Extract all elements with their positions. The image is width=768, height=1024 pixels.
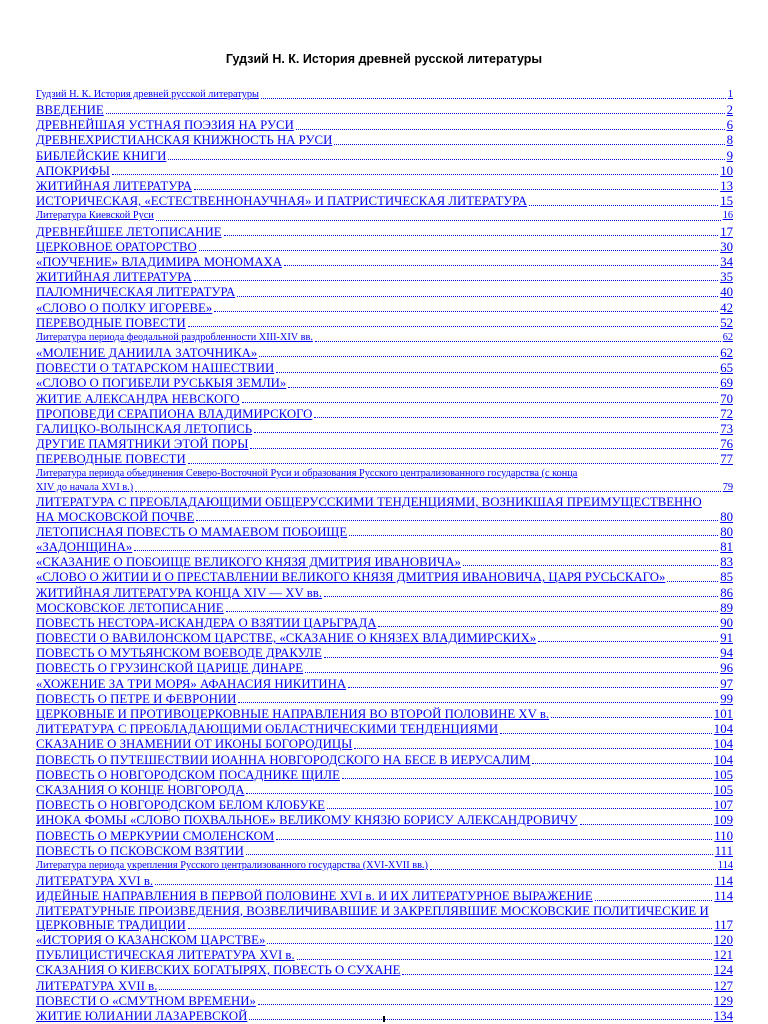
toc-entry[interactable] bbox=[36, 539, 733, 554]
toc-entry-page: 114 bbox=[717, 859, 733, 871]
toc-entry-page: 10 bbox=[720, 163, 733, 178]
toc-entry[interactable] bbox=[36, 932, 733, 947]
toc-entry-title: ЛИТЕРАТУРА XVII в. bbox=[36, 978, 158, 993]
toc-entry-title: ЦЕРКОВНОЕ ОРАТОРСТВО bbox=[36, 239, 197, 254]
toc-entry-title: ПЕРЕВОДНЫЕ ПОВЕСТИ bbox=[36, 315, 186, 330]
dot-leader bbox=[315, 341, 721, 342]
toc-entry-title: ЖИТИЙНАЯ ЛИТЕРАТУРА bbox=[36, 270, 192, 285]
toc-entry-page: 70 bbox=[720, 391, 733, 406]
toc-entry[interactable] bbox=[36, 721, 733, 736]
toc-entry-title: ЖИТИЙНАЯ ЛИТЕРАТУРА КОНЦА XIV — XV вв. bbox=[36, 585, 322, 600]
toc-entry-title: ПОВЕСТЬ О НОВГОРОДСКОМ ПОСАДНИКЕ ЩИЛЕ bbox=[36, 767, 340, 782]
toc-entry[interactable] bbox=[36, 300, 733, 315]
toc-entry-page: 62 bbox=[720, 346, 733, 361]
dot-leader bbox=[259, 356, 718, 357]
dot-leader bbox=[188, 326, 718, 327]
toc-entry[interactable] bbox=[36, 828, 733, 843]
toc-entry-page: 62 bbox=[722, 331, 733, 343]
toc-entry-title: «СЛОВО О ПОЛКУ ИГОРЕВЕ» bbox=[36, 300, 213, 315]
page-footer-mark bbox=[383, 1016, 385, 1022]
toc-entry-title: ЛИТЕРАТУРНЫЕ ПРОИЗВЕДЕНИЯ, ВОЗВЕЛИЧИВАВШИЕ И ЗАКРЕПЛЯВШИЕ МОСКОВСКИЕ ПОЛИТИЧЕСКИЕ И bbox=[36, 903, 709, 918]
toc-entry-page: 101 bbox=[713, 707, 733, 722]
toc-entry[interactable] bbox=[36, 554, 733, 569]
toc-entry-page: 111 bbox=[714, 843, 733, 858]
dot-leader bbox=[258, 1004, 712, 1005]
toc-entry[interactable] bbox=[36, 947, 733, 962]
toc-entry-page: 6 bbox=[726, 118, 733, 133]
dot-leader bbox=[254, 432, 718, 433]
toc-entry-title: ЛИТЕРАТУРА С ПРЕОБЛАДАЮЩИМИ ОБЩЕРУССКИМИ ТЕНДЕНЦИЯМИ, ВОЗНИКШАЯ ПРЕИМУЩЕСТВЕННО bbox=[36, 495, 702, 510]
dot-leader bbox=[159, 989, 711, 990]
toc-entry[interactable] bbox=[36, 812, 733, 827]
toc-entry-title: ПЕРЕВОДНЫЕ ПОВЕСТИ bbox=[36, 452, 186, 467]
toc-entry-title: «СЛОВО О ПОГИБЕЛИ РУСЬКЫЯ ЗЕМЛИ» bbox=[36, 376, 287, 391]
table-of-contents bbox=[36, 87, 733, 1023]
toc-entry-title: ДРЕВНЕХРИСТИАНСКАЯ КНИЖНОСТЬ НА РУСИ bbox=[36, 133, 333, 148]
dot-leader bbox=[296, 129, 725, 130]
toc-entry-title: ГАЛИЦКО-ВОЛЫНСКАЯ ЛЕТОПИСЬ bbox=[36, 422, 253, 437]
toc-entry-title: ПАЛОМНИЧЕСКАЯ ЛИТЕРАТУРА bbox=[36, 285, 236, 300]
toc-entry-title: ДРЕВНЕЙШЕЕ ЛЕТОПИСАНИЕ bbox=[36, 224, 222, 239]
dot-leader bbox=[402, 974, 711, 975]
dot-leader bbox=[327, 808, 712, 809]
dot-leader bbox=[667, 581, 718, 582]
toc-entry-title: ДРУГИЕ ПАМЯТНИКИ ЭТОЙ ПОРЫ bbox=[36, 437, 249, 452]
toc-entry-page: 76 bbox=[720, 437, 733, 452]
toc-entry-page: 79 bbox=[722, 481, 733, 493]
toc-entry[interactable] bbox=[36, 421, 733, 436]
toc-entry-page: 89 bbox=[720, 600, 733, 615]
dot-leader bbox=[551, 717, 712, 718]
dot-leader bbox=[106, 113, 725, 114]
toc-entry-title: «МОЛЕНИЕ ДАНИИЛА ЗАТОЧНИКА» bbox=[36, 346, 258, 361]
toc-entry-title: ЛИТЕРАТУРА С ПРЕОБЛАДАЮЩИМИ ОБЛАСТНИЧЕСКИМИ ТЕНДЕНЦИЯМИ bbox=[36, 722, 499, 737]
toc-entry-title: ИДЕЙНЫЕ НАПРАВЛЕНИЯ В ПЕРВОЙ ПОЛОВИНЕ XVI в. И ИХ ЛИТЕРАТУРНОЕ ВЫРАЖЕНИЕ bbox=[36, 889, 593, 904]
dot-leader bbox=[188, 463, 718, 464]
toc-entry[interactable] bbox=[36, 269, 733, 284]
dot-leader bbox=[246, 793, 711, 794]
toc-entry[interactable] bbox=[36, 436, 733, 451]
dot-leader bbox=[348, 687, 718, 688]
dot-leader bbox=[194, 280, 718, 281]
toc-entry[interactable] bbox=[36, 178, 733, 193]
dot-leader bbox=[297, 959, 712, 960]
toc-entry-title: ПОВЕСТЬ О ПСКОВСКОМ ВЗЯТИИ bbox=[36, 843, 244, 858]
toc-entry-title: АПОКРИФЫ bbox=[36, 163, 110, 178]
toc-entry-page: 91 bbox=[720, 631, 733, 646]
toc-entry[interactable] bbox=[36, 676, 733, 691]
dot-leader bbox=[532, 763, 711, 764]
toc-entry-title: «ЗАДОНЩИНА» bbox=[36, 539, 133, 554]
toc-entry-title: МОСКОВСКОЕ ЛЕТОПИСАНИЕ bbox=[36, 600, 224, 615]
toc-entry[interactable] bbox=[36, 993, 733, 1008]
dot-leader bbox=[155, 884, 712, 885]
dot-leader bbox=[226, 611, 719, 612]
toc-entry[interactable] bbox=[36, 117, 733, 132]
toc-entry[interactable] bbox=[36, 163, 733, 178]
dot-leader bbox=[238, 702, 718, 703]
toc-entry[interactable] bbox=[36, 193, 733, 208]
toc-entry[interactable] bbox=[36, 858, 733, 873]
toc-entry-title: Литература периода укрепления Русского централизованного государства (XVI-XVII вв.) bbox=[36, 859, 428, 871]
dot-leader bbox=[430, 869, 716, 870]
toc-entry-title: ПОВЕСТЬ О МЕРКУРИИ СМОЛЕНСКОМ bbox=[36, 828, 275, 843]
toc-entry[interactable] bbox=[36, 645, 733, 660]
toc-entry-title: ПОВЕСТЬ О ПУТЕШЕСТВИИ ИОАННА НОВГОРОДСКОГО НА БЕСЕ В ИЕРУСАЛИМ bbox=[36, 752, 531, 767]
dot-leader bbox=[214, 311, 718, 312]
toc-entry[interactable] bbox=[36, 209, 733, 224]
dot-leader bbox=[354, 748, 712, 749]
toc-entry[interactable] bbox=[36, 524, 733, 539]
toc-entry[interactable] bbox=[36, 600, 733, 615]
toc-entry[interactable] bbox=[36, 767, 733, 782]
toc-entry-title: ВВЕДЕНИЕ bbox=[36, 103, 104, 118]
dot-leader bbox=[261, 98, 726, 99]
toc-entry[interactable] bbox=[36, 452, 733, 467]
toc-entry-page: 110 bbox=[714, 828, 733, 843]
dot-leader bbox=[188, 928, 712, 929]
toc-entry-title: «СЛОВО О ЖИТИИ И О ПРЕСТАВЛЕНИИ ВЕЛИКОГО КНЯЗЯ ДМИТРИЯ ИВАНОВИЧА, ЦАРЯ РУСЬСКАГО» bbox=[36, 570, 666, 585]
toc-entry[interactable] bbox=[36, 87, 733, 102]
toc-entry-title: Литература Киевской Руси bbox=[36, 210, 154, 222]
toc-entry-page: 1 bbox=[727, 88, 733, 100]
dot-leader bbox=[156, 220, 721, 221]
toc-entry-title: ДРЕВНЕЙШАЯ УСТНАЯ ПОЭЗИЯ НА РУСИ bbox=[36, 118, 294, 133]
toc-entry[interactable] bbox=[36, 661, 733, 676]
toc-entry-title: «СКАЗАНИЕ О ПОБОИЩЕ ВЕЛИКОГО КНЯЗЯ ДМИТРИЯ ИВАНОВИЧА» bbox=[36, 555, 461, 570]
toc-entry-title: ЦЕРКОВНЫЕ И ПРОТИВОЦЕРКОВНЫЕ НАПРАВЛЕНИЯ ВО ВТОРОЙ ПОЛОВИНЕ XV в. bbox=[36, 707, 550, 722]
toc-entry-page: 77 bbox=[720, 452, 733, 467]
toc-entry-page: 105 bbox=[713, 767, 733, 782]
toc-entry-title: ПОВЕСТЬ О ГРУЗИНСКОЙ ЦАРИЦЕ ДИНАРЕ bbox=[36, 661, 304, 676]
toc-entry-title: СКАЗАНИЯ О КИЕВСКИХ БОГАТЫРЯХ, ПОВЕСТЬ О СУХАНЕ bbox=[36, 963, 401, 978]
toc-entry-title: ПОВЕСТЬ О ПЕТРЕ И ФЕВРОНИИ bbox=[36, 691, 237, 706]
toc-entry[interactable] bbox=[36, 569, 733, 584]
toc-entry-title: ПОВЕСТЬ НЕСТОРА-ИСКАНДЕРА О ВЗЯТИИ ЦАРЬГРАДА bbox=[36, 615, 377, 630]
toc-entry-title: ЖИТИЕ ЮЛИАНИИ ЛАЗАРЕВСКОЙ bbox=[36, 1008, 248, 1023]
toc-entry[interactable] bbox=[36, 888, 733, 903]
toc-entry-title: ПОВЕСТИ О ВАВИЛОНСКОМ ЦАРСТВЕ, «СКАЗАНИЕ О КНЯЗЕХ ВЛАДИМИРСКИХ» bbox=[36, 631, 537, 646]
toc-entry-page: 129 bbox=[713, 993, 733, 1008]
toc-entry-title: Гудзий Н. К. История древней русской литературы bbox=[36, 88, 259, 100]
toc-entry-page: 114 bbox=[714, 889, 733, 904]
toc-entry-page: 99 bbox=[720, 691, 733, 706]
toc-entry-title: ИНОКА ФОМЫ «СЛОВО ПОХВАЛЬНОЕ» ВЕЛИКОМУ КНЯЗЮ БОРИСУ АЛЕКСАНДРОВИЧУ bbox=[36, 813, 578, 828]
toc-entry-title: ЛИТЕРАТУРА XVI в. bbox=[36, 874, 154, 889]
toc-entry-title: ПУБЛИЦИСТИЧЕСКАЯ ЛИТЕРАТУРА XVI в. bbox=[36, 948, 295, 963]
toc-entry-title: ПОВЕСТИ О ТАТАРСКОМ НАШЕСТВИИ bbox=[36, 361, 275, 376]
dot-leader bbox=[250, 448, 718, 449]
toc-entry[interactable] bbox=[36, 148, 733, 163]
dot-leader bbox=[196, 520, 718, 521]
toc-entry-page: 104 bbox=[713, 722, 733, 737]
toc-entry-page: 127 bbox=[713, 978, 733, 993]
toc-entry-page: 8 bbox=[726, 133, 733, 148]
toc-entry-title: ИСТОРИЧЕСКАЯ, «ЕСТЕСТВЕННОНАУЧНАЯ» И ПАТРИСТИЧЕСКАЯ ЛИТЕРАТУРА bbox=[36, 194, 528, 209]
dot-leader bbox=[324, 657, 718, 658]
dot-leader bbox=[284, 265, 718, 266]
toc-entry-page: 105 bbox=[713, 782, 733, 797]
dot-leader bbox=[168, 159, 724, 160]
toc-entry-page: 9 bbox=[726, 148, 733, 163]
toc-entry-title: ПОВЕСТЬ О МУТЬЯНСКОМ ВОЕВОДЕ ДРАКУЛЕ bbox=[36, 646, 322, 661]
toc-entry-page: 86 bbox=[720, 585, 733, 600]
dot-leader bbox=[342, 778, 712, 779]
dot-leader bbox=[246, 854, 713, 855]
toc-entry-title: БИБЛЕЙСКИЕ КНИГИ bbox=[36, 148, 167, 163]
toc-entry[interactable] bbox=[36, 737, 733, 752]
toc-entry-title: СКАЗАНИЯ О КОНЦЕ НОВГОРОДА bbox=[36, 782, 245, 797]
toc-entry-title: «ПОУЧЕНИЕ» ВЛАДИМИРА МОНОМАХА bbox=[36, 254, 282, 269]
toc-entry[interactable] bbox=[36, 391, 733, 406]
dot-leader bbox=[500, 733, 712, 734]
toc-entry-page: 42 bbox=[720, 300, 733, 315]
toc-entry-page: 2 bbox=[726, 103, 733, 118]
toc-entry-page: 72 bbox=[720, 406, 733, 421]
toc-entry[interactable] bbox=[36, 873, 733, 888]
dot-leader bbox=[135, 491, 721, 492]
toc-entry-page: 94 bbox=[720, 646, 733, 661]
toc-entry[interactable] bbox=[36, 376, 733, 391]
toc-entry-page: 85 bbox=[720, 570, 733, 585]
toc-entry[interactable] bbox=[36, 752, 733, 767]
dot-leader bbox=[463, 565, 718, 566]
toc-entry[interactable] bbox=[36, 797, 733, 812]
dot-leader bbox=[112, 174, 718, 175]
toc-entry-title-cont: НА МОСКОВСКОЙ ПОЧВЕ bbox=[36, 509, 195, 524]
dot-leader bbox=[249, 1019, 711, 1020]
dot-leader bbox=[199, 250, 718, 251]
toc-entry[interactable] bbox=[36, 691, 733, 706]
dot-leader bbox=[267, 943, 711, 944]
toc-entry[interactable] bbox=[36, 467, 733, 496]
dot-leader bbox=[237, 296, 718, 297]
toc-entry-page: 80 bbox=[720, 524, 733, 539]
toc-entry-title-cont: XIV до начала XVI в.) bbox=[36, 481, 134, 493]
toc-entry-page: 80 bbox=[720, 509, 733, 524]
toc-entry[interactable] bbox=[36, 239, 733, 254]
dot-leader bbox=[378, 626, 718, 627]
toc-entry-page: 35 bbox=[720, 270, 733, 285]
dot-leader bbox=[314, 417, 718, 418]
toc-entry-title-cont: ЦЕРКОВНЫЕ ТРАДИЦИИ bbox=[36, 917, 186, 932]
toc-entry[interactable] bbox=[36, 224, 733, 239]
page-title: Гудзий Н. К. История древней русской литературы bbox=[225, 52, 543, 66]
toc-entry[interactable] bbox=[36, 406, 733, 421]
toc-entry[interactable] bbox=[36, 843, 733, 858]
dot-leader bbox=[349, 535, 718, 536]
dot-leader bbox=[305, 672, 718, 673]
toc-entry-page: 52 bbox=[720, 315, 733, 330]
dot-leader bbox=[276, 372, 718, 373]
toc-entry-title: «ИСТОРИЯ О КАЗАНСКОМ ЦАРСТВЕ» bbox=[36, 933, 266, 948]
toc-entry[interactable] bbox=[36, 904, 733, 933]
toc-entry-title: СКАЗАНИЕ О ЗНАМЕНИИ ОТ ИКОНЫ БОГОРОДИЦЫ bbox=[36, 737, 353, 752]
dot-leader bbox=[288, 387, 718, 388]
toc-entry[interactable] bbox=[36, 345, 733, 360]
toc-entry[interactable] bbox=[36, 254, 733, 269]
toc-entry[interactable] bbox=[36, 630, 733, 645]
toc-entry-page: 120 bbox=[713, 933, 733, 948]
toc-entry-page: 96 bbox=[720, 661, 733, 676]
toc-entry-page: 104 bbox=[713, 752, 733, 767]
toc-entry[interactable] bbox=[36, 963, 733, 978]
toc-entry-page: 13 bbox=[720, 179, 733, 194]
dot-leader bbox=[334, 144, 724, 145]
toc-entry-title: ЛЕТОПИСНАЯ ПОВЕСТЬ О МАМАЕВОМ ПОБОИЩЕ bbox=[36, 524, 348, 539]
toc-entry-page: 104 bbox=[713, 737, 733, 752]
toc-entry-page: 73 bbox=[720, 422, 733, 437]
toc-entry-title: «ХОЖЕНИЕ ЗА ТРИ МОРЯ» АФАНАСИЯ НИКИТИНА bbox=[36, 676, 347, 691]
toc-entry-title: ПОВЕСТЬ О НОВГОРОДСКОМ БЕЛОМ КЛОБУКЕ bbox=[36, 798, 325, 813]
toc-entry-page: 40 bbox=[720, 285, 733, 300]
toc-entry-page: 30 bbox=[720, 239, 733, 254]
toc-entry[interactable] bbox=[36, 360, 733, 375]
toc-entry[interactable] bbox=[36, 495, 733, 524]
toc-entry-page: 17 bbox=[720, 224, 733, 239]
dot-leader bbox=[595, 900, 713, 901]
dot-leader bbox=[538, 641, 718, 642]
toc-entry[interactable] bbox=[36, 782, 733, 797]
toc-entry-page: 114 bbox=[714, 874, 733, 889]
dot-leader bbox=[580, 824, 712, 825]
dot-leader bbox=[242, 402, 719, 403]
toc-entry-page: 69 bbox=[720, 376, 733, 391]
toc-entry[interactable] bbox=[36, 585, 733, 600]
toc-entry-title: Литература периода объединения Северо-Восточной Руси и образования Русского централизованного государства (с конца bbox=[36, 467, 578, 479]
toc-entry[interactable] bbox=[36, 615, 733, 630]
toc-entry-page: 16 bbox=[722, 210, 733, 222]
dot-leader bbox=[529, 205, 718, 206]
dot-leader bbox=[324, 596, 718, 597]
toc-entry-page: 109 bbox=[713, 813, 733, 828]
toc-entry-title: ЖИТИЙНАЯ ЛИТЕРАТУРА bbox=[36, 179, 192, 194]
toc-entry-title: ЖИТИЕ АЛЕКСАНДРА НЕВСКОГО bbox=[36, 391, 240, 406]
toc-entry[interactable] bbox=[36, 102, 733, 117]
toc-entry-page: 83 bbox=[720, 555, 733, 570]
toc-entry-page: 15 bbox=[720, 194, 733, 209]
toc-entry-title: ПОВЕСТИ О «СМУТНОМ ВРЕМЕНИ» bbox=[36, 993, 256, 1008]
toc-entry-page: 124 bbox=[713, 963, 733, 978]
toc-entry-page: 117 bbox=[714, 917, 733, 932]
toc-entry-title: ПРОПОВЕДИ СЕРАПИОНА ВЛАДИМИРСКОГО bbox=[36, 406, 313, 421]
toc-entry-page: 81 bbox=[720, 539, 733, 554]
toc-entry-page: 107 bbox=[713, 798, 733, 813]
toc-entry[interactable] bbox=[36, 284, 733, 299]
toc-entry[interactable] bbox=[36, 330, 733, 345]
dot-leader bbox=[194, 189, 718, 190]
toc-entry-page: 65 bbox=[720, 361, 733, 376]
toc-entry-page: 97 bbox=[720, 676, 733, 691]
dot-leader bbox=[134, 550, 718, 551]
toc-entry[interactable] bbox=[36, 978, 733, 993]
toc-entry-page: 121 bbox=[713, 948, 733, 963]
toc-entry[interactable] bbox=[36, 315, 733, 330]
toc-entry-title: Литература периода феодальной раздробленности XIII-XIV вв. bbox=[36, 331, 313, 343]
dot-leader bbox=[276, 839, 712, 840]
toc-entry-page: 90 bbox=[720, 615, 733, 630]
toc-entry-page: 134 bbox=[713, 1008, 733, 1023]
toc-entry[interactable] bbox=[36, 133, 733, 148]
dot-leader bbox=[224, 235, 719, 236]
toc-entry[interactable] bbox=[36, 706, 733, 721]
toc-entry-page: 34 bbox=[720, 254, 733, 269]
